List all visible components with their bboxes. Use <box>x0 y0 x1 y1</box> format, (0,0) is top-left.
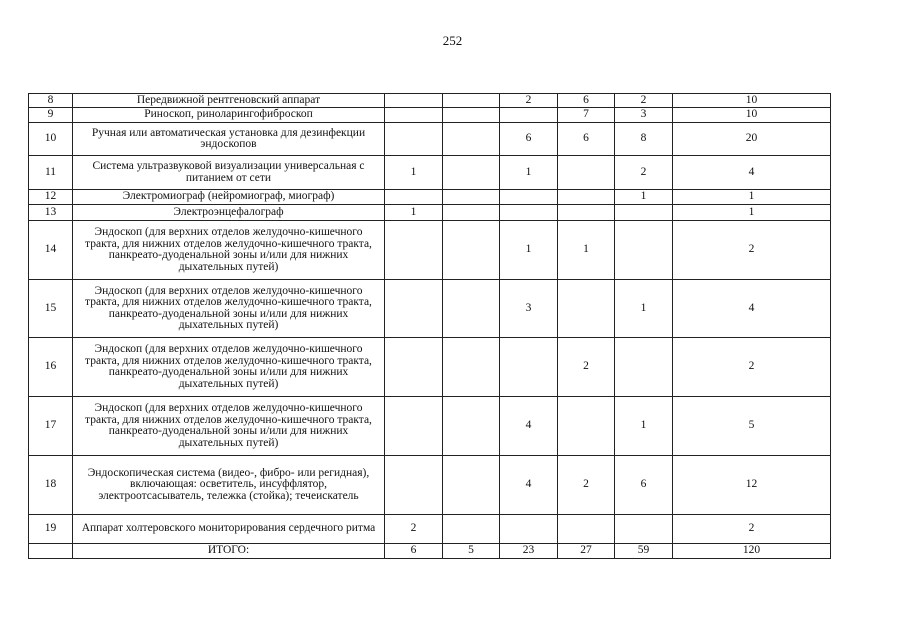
row-number: 18 <box>29 456 73 515</box>
totals-label: ИТОГО: <box>73 544 385 559</box>
equipment-table <box>28 93 831 559</box>
totals-number <box>29 544 73 559</box>
quantity-cell <box>385 94 443 108</box>
quantity-cell <box>500 515 558 544</box>
quantity-cell: 1 <box>615 190 673 205</box>
quantity-cell: 2 <box>500 94 558 108</box>
row-number: 16 <box>29 338 73 397</box>
quantity-cell <box>558 280 615 338</box>
quantity-cell <box>615 515 673 544</box>
row-number: 10 <box>29 123 73 156</box>
table-row <box>29 94 831 108</box>
table-row <box>29 108 831 123</box>
quantity-cell <box>443 280 500 338</box>
row-number: 19 <box>29 515 73 544</box>
page-number: 252 <box>442 33 463 48</box>
table-row <box>29 515 831 544</box>
quantity-cell: 4 <box>500 397 558 456</box>
totals-cell: 27 <box>558 544 615 559</box>
quantity-cell: 7 <box>558 108 615 123</box>
quantity-cell: 3 <box>615 108 673 123</box>
equipment-name: Электроэнцефалограф <box>73 205 385 221</box>
quantity-cell <box>443 456 500 515</box>
quantity-cell <box>385 456 443 515</box>
equipment-name: Система ультразвуковой визуализации универсальная с питанием от сети <box>73 156 385 190</box>
row-number: 8 <box>29 94 73 108</box>
equipment-name: Эндоскоп (для верхних отделов желудочно-кишечного тракта, для нижних отделов желудочно-кишечного тракта, панкреато-дуоденальной зоны и/или для нижних дыхательных путей) <box>73 280 385 338</box>
equipment-name: Передвижной рентгеновский аппарат <box>73 94 385 108</box>
totals-cell: 59 <box>615 544 673 559</box>
quantity-cell <box>385 108 443 123</box>
quantity-cell <box>558 515 615 544</box>
quantity-cell <box>500 205 558 221</box>
quantity-cell: 3 <box>500 280 558 338</box>
quantity-cell <box>385 221 443 280</box>
quantity-cell <box>443 205 500 221</box>
row-number: 13 <box>29 205 73 221</box>
quantity-cell: 6 <box>558 94 615 108</box>
quantity-cell <box>385 397 443 456</box>
quantity-cell <box>558 156 615 190</box>
row-number: 9 <box>29 108 73 123</box>
total-cell: 10 <box>673 108 831 123</box>
quantity-cell <box>615 205 673 221</box>
quantity-cell: 1 <box>500 156 558 190</box>
quantity-cell <box>500 338 558 397</box>
quantity-cell: 1 <box>385 205 443 221</box>
quantity-cell <box>443 94 500 108</box>
table-row <box>29 190 831 205</box>
total-cell: 2 <box>673 515 831 544</box>
quantity-cell: 8 <box>615 123 673 156</box>
quantity-cell <box>443 123 500 156</box>
quantity-cell: 6 <box>500 123 558 156</box>
quantity-cell: 1 <box>558 221 615 280</box>
quantity-cell <box>615 221 673 280</box>
equipment-name: Электромиограф (нейромиограф, миограф) <box>73 190 385 205</box>
quantity-cell: 1 <box>500 221 558 280</box>
table-row <box>29 123 831 156</box>
quantity-cell: 1 <box>385 156 443 190</box>
table-row <box>29 338 831 397</box>
row-number: 11 <box>29 156 73 190</box>
quantity-cell: 4 <box>500 456 558 515</box>
quantity-cell: 2 <box>615 156 673 190</box>
quantity-cell: 2 <box>558 456 615 515</box>
quantity-cell <box>385 190 443 205</box>
quantity-cell: 6 <box>558 123 615 156</box>
quantity-cell <box>385 280 443 338</box>
quantity-cell <box>500 108 558 123</box>
total-cell: 2 <box>673 221 831 280</box>
total-cell: 4 <box>673 280 831 338</box>
quantity-cell <box>385 123 443 156</box>
row-number: 14 <box>29 221 73 280</box>
total-cell: 5 <box>673 397 831 456</box>
quantity-cell: 6 <box>615 456 673 515</box>
quantity-cell <box>443 156 500 190</box>
table-row <box>29 456 831 515</box>
quantity-cell: 1 <box>615 280 673 338</box>
quantity-cell <box>385 338 443 397</box>
quantity-cell <box>443 338 500 397</box>
equipment-name: Аппарат холтеровского мониторирования сердечного ритма <box>73 515 385 544</box>
table-row <box>29 156 831 190</box>
table-row <box>29 221 831 280</box>
totals-cell: 23 <box>500 544 558 559</box>
equipment-name: Эндоскоп (для верхних отделов желудочно-кишечного тракта, для нижних отделов желудочно-кишечного тракта, панкреато-дуоденальной зоны и/или для нижних дыхательных путей) <box>73 221 385 280</box>
grand-total-cell: 120 <box>673 544 831 559</box>
total-cell: 1 <box>673 190 831 205</box>
totals-cell: 6 <box>385 544 443 559</box>
quantity-cell <box>558 205 615 221</box>
quantity-cell <box>443 108 500 123</box>
equipment-name: Риноскоп, риноларингофиброскоп <box>73 108 385 123</box>
quantity-cell <box>500 190 558 205</box>
total-cell: 4 <box>673 156 831 190</box>
equipment-name: Эндоскопическая система (видео-, фибро- или регидная), включающая: осветитель, инсуффлятор, электроотсасыватель, тележка (стойка); течеискатель <box>73 456 385 515</box>
totals-cell: 5 <box>443 544 500 559</box>
quantity-cell: 2 <box>558 338 615 397</box>
equipment-name: Эндоскоп (для верхних отделов желудочно-кишечного тракта, для нижних отделов желудочно-кишечного тракта, панкреато-дуоденальной зоны и/или для нижних дыхательных путей) <box>73 397 385 456</box>
row-number: 12 <box>29 190 73 205</box>
total-cell: 2 <box>673 338 831 397</box>
quantity-cell <box>558 397 615 456</box>
table-row <box>29 280 831 338</box>
total-cell: 12 <box>673 456 831 515</box>
table-row <box>29 205 831 221</box>
quantity-cell <box>443 221 500 280</box>
quantity-cell: 2 <box>385 515 443 544</box>
quantity-cell <box>443 515 500 544</box>
total-cell: 1 <box>673 205 831 221</box>
total-cell: 10 <box>673 94 831 108</box>
equipment-name: Ручная или автоматическая установка для дезинфекции эндоскопов <box>73 123 385 156</box>
quantity-cell <box>558 190 615 205</box>
row-number: 15 <box>29 280 73 338</box>
totals-row <box>29 544 831 559</box>
table-row <box>29 397 831 456</box>
equipment-name: Эндоскоп (для верхних отделов желудочно-кишечного тракта, для нижних отделов желудочно-кишечного тракта, панкреато-дуоденальной зоны и/или для нижних дыхательных путей) <box>73 338 385 397</box>
quantity-cell <box>443 190 500 205</box>
row-number: 17 <box>29 397 73 456</box>
quantity-cell <box>615 338 673 397</box>
quantity-cell: 1 <box>615 397 673 456</box>
total-cell: 20 <box>673 123 831 156</box>
quantity-cell: 2 <box>615 94 673 108</box>
quantity-cell <box>443 397 500 456</box>
